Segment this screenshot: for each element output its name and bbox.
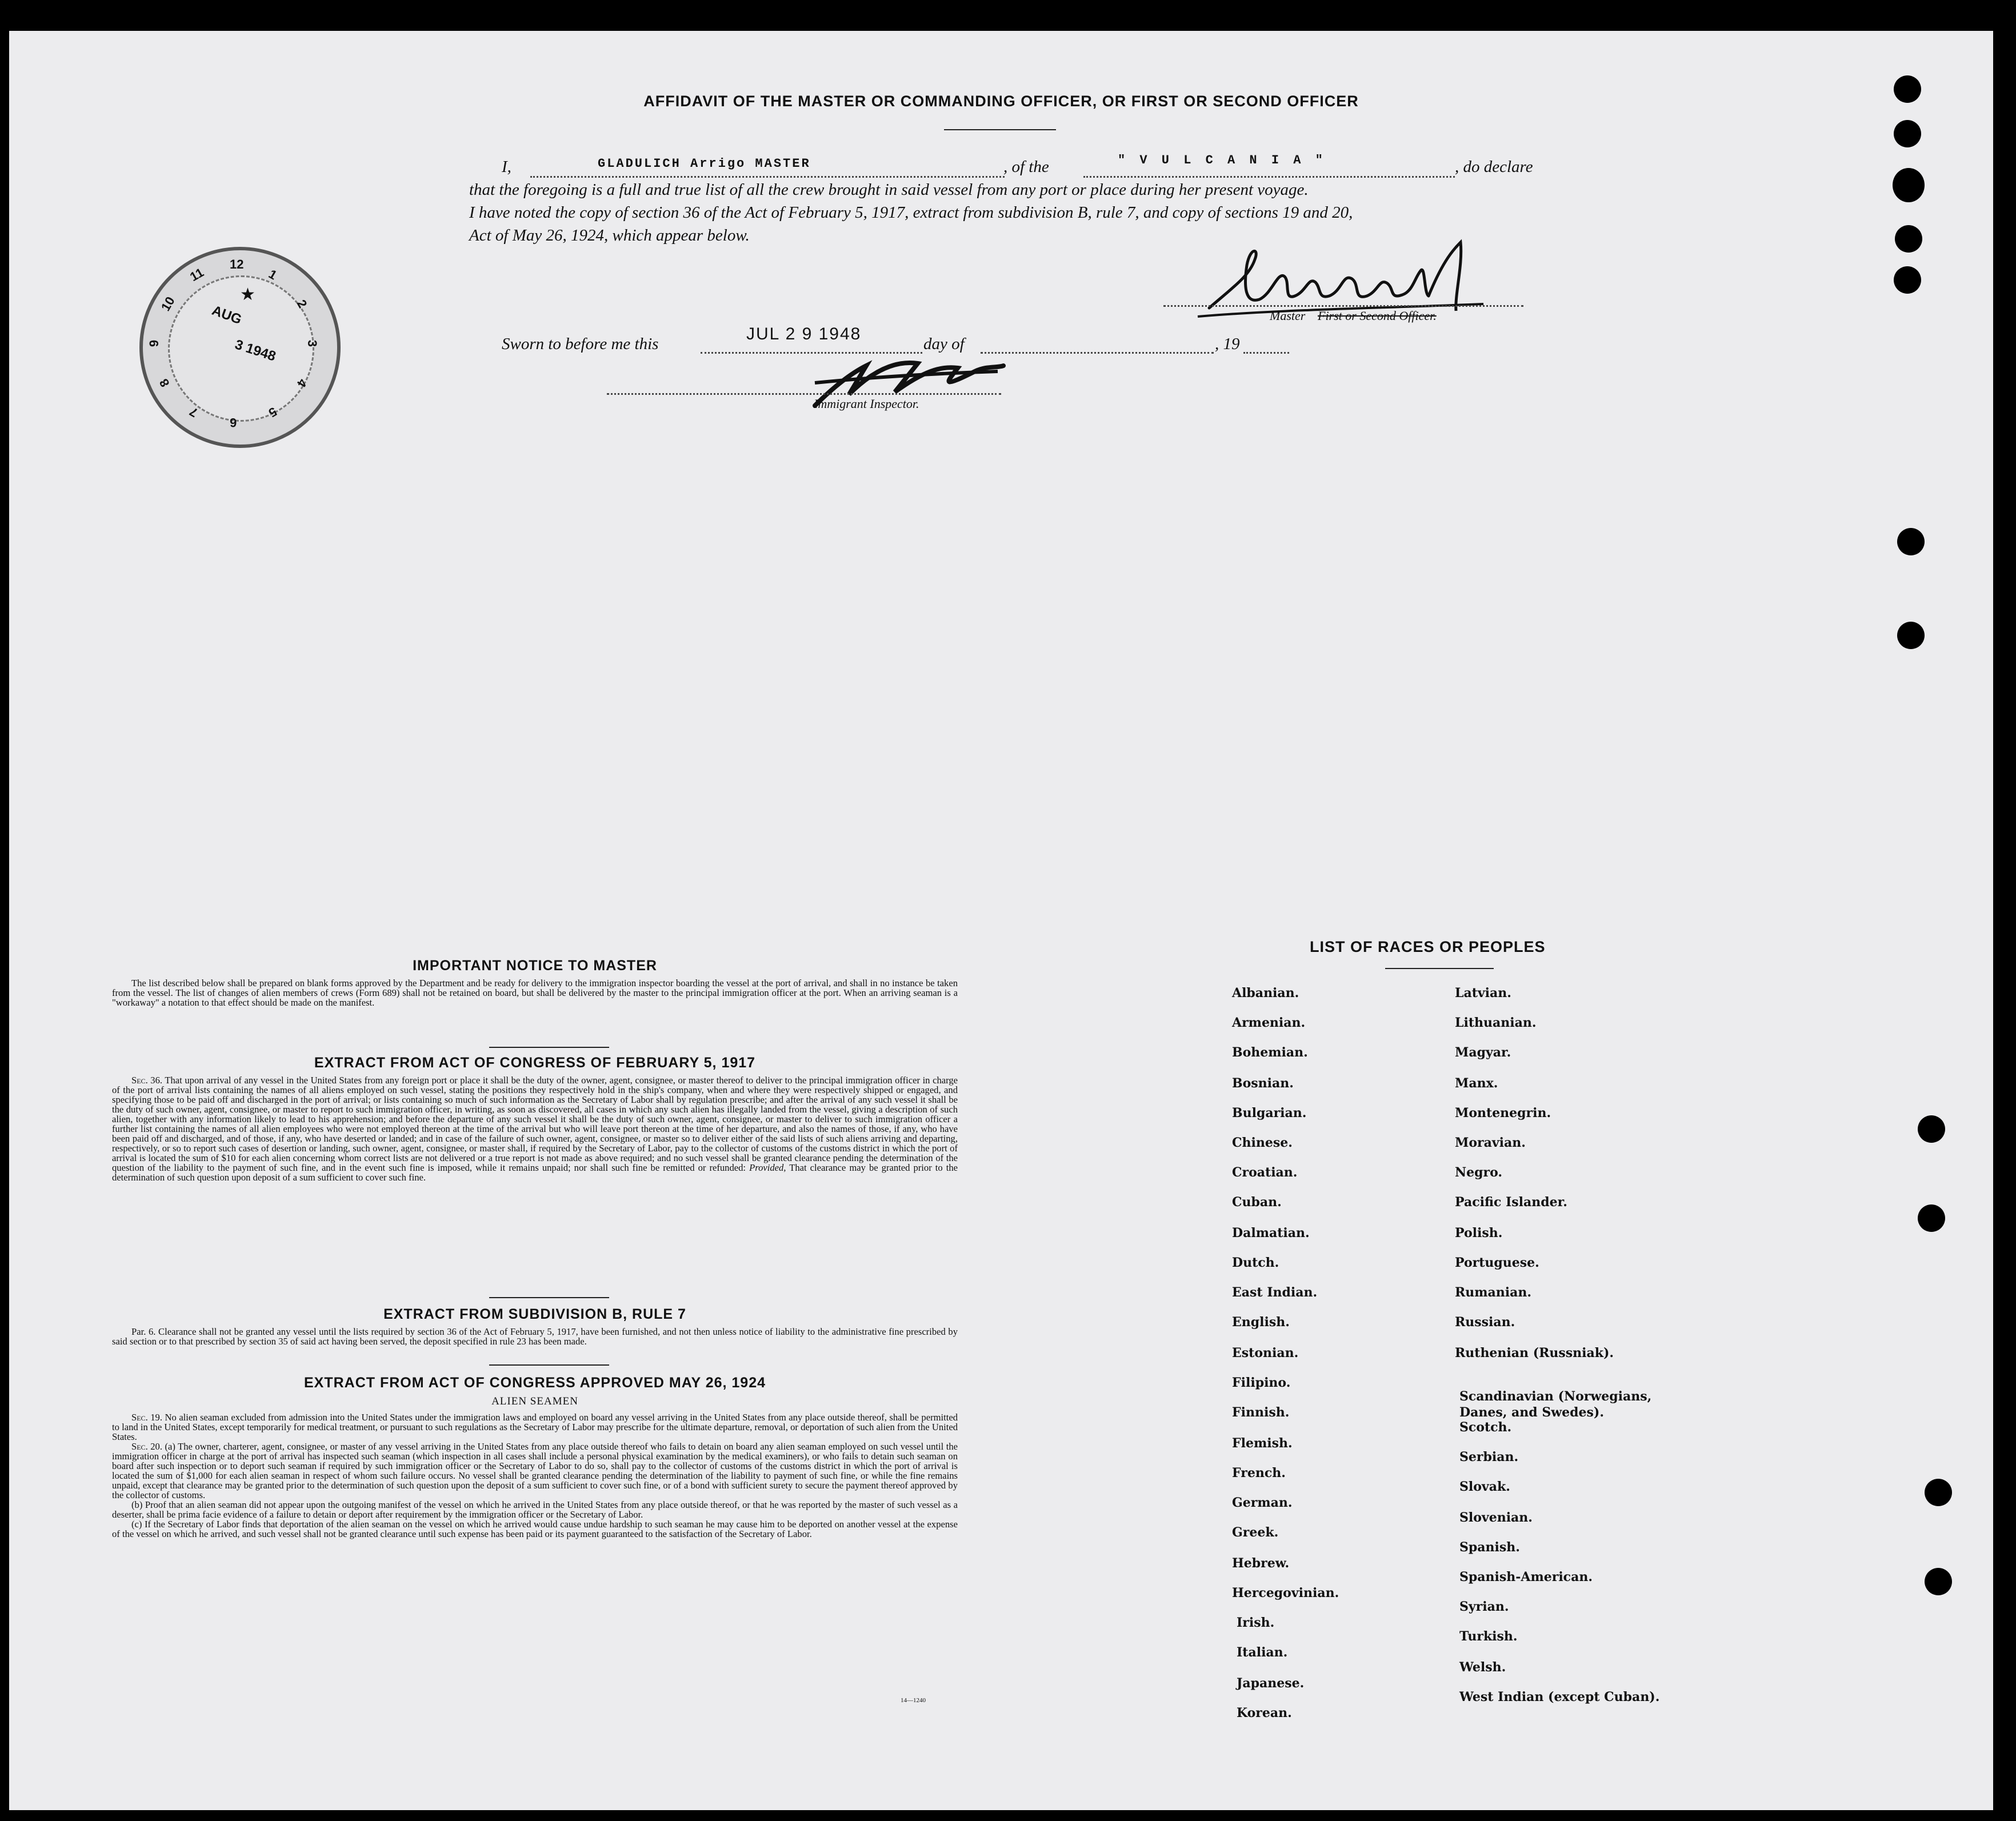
extract-1917-body bbox=[112, 1075, 958, 1182]
sec36-text-end: That clearance may be granted prior to the determination of such question upon deposit of a sum sufficient to cover such fine. bbox=[112, 1162, 958, 1183]
punch-hole bbox=[1895, 225, 1922, 253]
stamp-clock-number: 3 bbox=[305, 339, 320, 347]
notice-body bbox=[112, 978, 958, 1007]
race-right-item: Latvian. bbox=[1455, 986, 1511, 1000]
race-right-item: Scandinavian (Norwegians, bbox=[1459, 1389, 1652, 1404]
i-label: I, bbox=[502, 158, 511, 176]
stamp-clock-number: 11 bbox=[187, 265, 206, 285]
signer-role-struck: First or Second Officer. bbox=[1318, 309, 1437, 323]
stamp-clock-number: 4 bbox=[294, 376, 310, 390]
race-right-item: Russian. bbox=[1455, 1315, 1515, 1330]
sec20a-text: (a) The owner, charterer, agent, consignee, or master of any vessel arriving in the United States from any place outside thereof who fails to detain on board any alien seaman employed on such vessel until the immigration officer in charge at the port of arrival has inspected such seaman (which inspection in all cases shall include a personal physical examination by the medical examiners), or who fails to detain such seaman on board after such inspection or to deport such seaman if required by such immigration officer or the Secretary of Labor to do so, shall pay to the collector of customs of the customs district in which the port of arrival is located the sum of $1,000 for each alien seaman in respect of whom such failure occurs. No vessel shall be granted clearance pending the determination of the liability to payment of such fine, or while the fine remains unpaid, except that clearance may be granted prior to the determination of such question upon the deposit of a sum sufficient to cover such fine, or of a bond with sufficient surety to secure the payment thereof approved by the collector of customs. bbox=[112, 1441, 958, 1500]
extract-rule7-body bbox=[112, 1327, 958, 1346]
race-left-item: Dutch. bbox=[1232, 1255, 1279, 1270]
vessel-name-field: " V U L C A N I A " bbox=[1118, 153, 1326, 167]
race-left-item: German. bbox=[1232, 1495, 1293, 1510]
race-right-item: Serbian. bbox=[1459, 1450, 1519, 1464]
race-left-item: Korean. bbox=[1237, 1706, 1292, 1720]
race-right-item: Ruthenian (Russniak). bbox=[1455, 1346, 1614, 1360]
race-right-item: Pacific Islander. bbox=[1455, 1195, 1567, 1210]
race-left-item: Irish. bbox=[1237, 1615, 1275, 1630]
stamp-clock-number: 8 bbox=[157, 376, 173, 390]
race-right-item: West Indian (except Cuban). bbox=[1459, 1690, 1660, 1704]
stamp-clock-number: 1 bbox=[266, 267, 279, 283]
race-left-item: Bosnian. bbox=[1232, 1076, 1294, 1091]
punch-hole bbox=[1897, 622, 1925, 649]
year-prefix: , 19 bbox=[1215, 335, 1240, 353]
sec36-text: That upon arrival of any vessel in the United States from any foreign port or place it shall be the duty of the owner, agent, consignee, or master thereof to deliver to the principal immigration officer in charge of the port of arrival lists containing the names of all aliens employed on such vessel, stating the positions they respectively hold in the ship's company, when and where they were respectively shipped or engaged, and specifying those to be paid off and discharged in the port of arrival; or lists containing so much of such information as the Secretary of Labor shall by regulation prescribe; and after the arrival of any such vessel it shall be the duty of such owner, agent, consignee, or master to report to such immigration officer, in writing, as soon as discovered, all cases in which any such alien has illegally landed from the vessel, giving a description of such alien, together with any information likely to lead to his apprehension; and before the departure of any such vessel it shall be the duty of such owner, agent, consignee, or master to deliver to such immigration officer a further list containing the names of all alien employees who were not employed thereon at the time of the arrival but who will leave port thereon at the time of her departure, and also the names of those, if any, who have been paid off and discharged, and of those, if any, who have deserted or landed; and in case of the failure of such owner, agent, consignee, or master so to deliver either of the said lists of such aliens arriving and departing, respectively, or so to report such cases of desertion or landing, such owner, agent, consignee, or master shall, if required by the Secretary of Labor, pay to the collector of customs of the customs district in which the port of arrival is located the sum of $10 for each alien concerning whom correct lists are not delivered or a true report is not made as above required; and no such vessel shall be granted clearance pending the determination of the question of the liability to the payment of such fine, and in the event such fine is imposed, while it remains unpaid; nor shall such fine be remitted or refunded: bbox=[112, 1075, 958, 1173]
punch-hole bbox=[1918, 1115, 1945, 1143]
race-left-item: Flemish. bbox=[1232, 1436, 1293, 1451]
punch-hole bbox=[1897, 528, 1925, 555]
punch-hole bbox=[1925, 1479, 1952, 1506]
race-right-item: Portuguese. bbox=[1455, 1255, 1539, 1270]
do-declare-label: , do declare bbox=[1455, 158, 1533, 176]
sec19-label: Sec. 19. bbox=[131, 1412, 162, 1423]
sec20b-text: (b) Proof that an alien seaman did not appear upon the outgoing manifest of the vessel on which he arrived in the United States from any place outside thereof, or that he was reported by the master of such vessel as a deserter, shall be prima facie evidence of a failure to detain or deport after requirement by the immigration officer or the Secretary of Labor. bbox=[112, 1499, 958, 1520]
race-left-item: Bohemian. bbox=[1232, 1045, 1308, 1060]
race-left-item: Hebrew. bbox=[1232, 1556, 1290, 1571]
sec20c-text: (c) If the Secretary of Labor finds that deportation of the alien seaman on the vessel on which he arrived would cause undue hardship to such seaman he may cause him to be deported on another vessel at the expense of the vessel on which he arrived, and such vessel shall not be granted clearance until such expense has been paid or its payment guaranteed to the satisfaction of the Secretary of Labor. bbox=[112, 1519, 958, 1539]
master-name-line bbox=[530, 176, 1005, 178]
extract-rule7-title: EXTRACT FROM SUBDIVISION B, RULE 7 bbox=[383, 1306, 686, 1322]
race-left-item: Greek. bbox=[1232, 1525, 1279, 1540]
month-line bbox=[981, 352, 1214, 354]
punch-hole bbox=[1925, 1568, 1952, 1595]
race-right-item: Rumanian. bbox=[1455, 1285, 1532, 1300]
master-name-field: GLADULICH Arrigo MASTER bbox=[598, 157, 811, 171]
race-left-item: Hercegovinian. bbox=[1232, 1586, 1339, 1600]
race-left-item: Japanese. bbox=[1237, 1676, 1305, 1691]
race-left-item: Dalmatian. bbox=[1232, 1226, 1310, 1240]
race-left-item: Cuban. bbox=[1232, 1195, 1282, 1210]
form-number: 14—1240 bbox=[901, 1697, 926, 1704]
race-right-item: Montenegrin. bbox=[1455, 1106, 1551, 1120]
races-divider bbox=[1385, 968, 1494, 969]
race-left-item: Italian. bbox=[1237, 1645, 1288, 1660]
of-the-label: , of the bbox=[1003, 158, 1049, 176]
year-line bbox=[1243, 352, 1289, 354]
punch-hole bbox=[1894, 75, 1921, 103]
race-right-item: Polish. bbox=[1455, 1226, 1503, 1240]
race-left-item: East Indian. bbox=[1232, 1285, 1318, 1300]
race-left-item: Armenian. bbox=[1232, 1015, 1306, 1030]
punch-hole bbox=[1918, 1204, 1945, 1232]
race-right-item: Spanish. bbox=[1459, 1540, 1520, 1555]
race-right-item: Moravian. bbox=[1455, 1135, 1526, 1150]
sworn-label: Sworn to before me this bbox=[502, 335, 659, 353]
punch-hole bbox=[1894, 120, 1921, 147]
race-right-item: Welsh. bbox=[1459, 1660, 1506, 1675]
extract-1924-body bbox=[112, 1412, 958, 1539]
extract-1924-title: EXTRACT FROM ACT OF CONGRESS APPROVED MAY 26, 1924 bbox=[303, 1375, 766, 1391]
title-divider bbox=[944, 129, 1056, 130]
race-right-item: Manx. bbox=[1455, 1076, 1498, 1091]
stamp-clock-number: 6 bbox=[230, 415, 237, 430]
race-left-item: Croatian. bbox=[1232, 1165, 1298, 1180]
sworn-date-stamp: JUL 2 9 1948 bbox=[746, 325, 862, 343]
race-scandinavian-cont: Danes, and Swedes). bbox=[1459, 1405, 1604, 1420]
extract-1917-divider bbox=[489, 1297, 609, 1298]
affidavit-line-3: I have noted the copy of section 36 of the Act of February 5, 1917, extract from subdivision B, rule 7, and copy of sections 19 and 20, bbox=[469, 203, 1353, 222]
day-of-label: day of bbox=[923, 335, 965, 353]
race-left-item: Chinese. bbox=[1232, 1135, 1293, 1150]
vessel-name-line bbox=[1083, 176, 1455, 178]
race-left-item: English. bbox=[1232, 1315, 1290, 1330]
sec36-label: Sec. 36. bbox=[131, 1075, 163, 1086]
race-left-item: Estonian. bbox=[1232, 1346, 1299, 1360]
notice-divider bbox=[489, 1047, 609, 1048]
race-right-item: Negro. bbox=[1455, 1165, 1503, 1180]
postmark-stamp bbox=[139, 247, 341, 448]
race-left-item: French. bbox=[1232, 1466, 1286, 1480]
stamp-clock-number: 5 bbox=[266, 404, 279, 420]
race-right-item: Syrian. bbox=[1459, 1599, 1509, 1614]
race-right-item: Slovak. bbox=[1459, 1479, 1510, 1494]
stamp-clock-number: 10 bbox=[158, 294, 178, 314]
stamp-clock-number: 12 bbox=[230, 257, 244, 271]
stamp-clock-number: 7 bbox=[187, 404, 201, 420]
sec19-text: No alien seaman excluded from admission into the United States under the immigration laws and employed on board any vessel arriving in the United States from any place outside thereof, shall be permitted to land in the United States, except temporarily for medical treatment, or pursuant to such regulations as the Secretary of Labor may prescribe for the ultimate departure, removal, or deportation of such alien from the United States. bbox=[112, 1412, 958, 1442]
document-page bbox=[9, 31, 1993, 1810]
inspector-label: Immigrant Inspector. bbox=[814, 397, 919, 411]
stamp-clock-number: 9 bbox=[147, 339, 162, 347]
races-title: LIST OF RACES OR PEOPLES bbox=[1310, 938, 1546, 955]
rule7-text: Par. 6. Clearance shall not be granted any vessel until the lists required by section 36 of the Act of February 5, 1917, have been furnished, and not then unless notice of liability to the administrative fine prescribed by said section or to that prescribed by section 35 of said act having been served, the deposit specified in rule 23 has been made. bbox=[112, 1326, 958, 1347]
master-signature-line bbox=[1163, 305, 1523, 307]
extract-rule7-divider bbox=[489, 1364, 609, 1366]
affidavit-title: AFFIDAVIT OF THE MASTER OR COMMANDING OFFICER, OR FIRST OR SECOND OFFICER bbox=[643, 93, 1359, 110]
punch-hole bbox=[1893, 168, 1925, 202]
race-right-item: Magyar. bbox=[1455, 1045, 1511, 1060]
alien-seamen-subtitle: ALIEN SEAMEN bbox=[491, 1395, 578, 1407]
race-right-item: Turkish. bbox=[1459, 1629, 1518, 1644]
signer-role-prefix: Master bbox=[1270, 309, 1306, 323]
race-right-item: Lithuanian. bbox=[1455, 1015, 1537, 1030]
sec20-label: Sec. 20. bbox=[131, 1441, 162, 1452]
star-icon: ★ bbox=[240, 285, 255, 304]
affidavit-line-4: Act of May 26, 1924, which appear below. bbox=[469, 226, 750, 245]
race-right-item: Slovenian. bbox=[1459, 1510, 1533, 1525]
notice-text: The list described below shall be prepared on blank forms approved by the Department and be ready for delivery to the immigration inspector boarding the vessel at the port of arrival, and shall in no instance be taken from the vessel. The list of changes of alien members of crews (Form 689) shall not be retained on board, but shall be delivered by the master to the principal immigration officer at the port. When an arriving seaman is a "workaway" a notation to that effect should be made on the manifest. bbox=[112, 978, 958, 1008]
punch-hole bbox=[1894, 266, 1921, 294]
notice-title: IMPORTANT NOTICE TO MASTER bbox=[413, 958, 657, 974]
stamp-day-year: 3 1948 bbox=[233, 337, 278, 365]
race-left-item: Finnish. bbox=[1232, 1405, 1290, 1420]
race-right-item: Scotch. bbox=[1459, 1420, 1512, 1435]
stamp-clock-number: 2 bbox=[294, 297, 310, 311]
inspector-signature-line bbox=[607, 393, 1001, 395]
affidavit-line-2: that the foregoing is a full and true list of all the crew brought in said vessel from any port or place during her present voyage. bbox=[469, 181, 1309, 199]
race-left-item: Filipino. bbox=[1232, 1375, 1291, 1390]
race-left-item: Albanian. bbox=[1232, 986, 1299, 1000]
provided-word: Provided, bbox=[749, 1162, 786, 1173]
stamp-month: AUG bbox=[210, 302, 244, 328]
race-right-item: Spanish-American. bbox=[1459, 1570, 1593, 1584]
race-left-item: Bulgarian. bbox=[1232, 1106, 1307, 1120]
extract-1917-title: EXTRACT FROM ACT OF CONGRESS OF FEBRUARY 5, 1917 bbox=[314, 1055, 756, 1071]
